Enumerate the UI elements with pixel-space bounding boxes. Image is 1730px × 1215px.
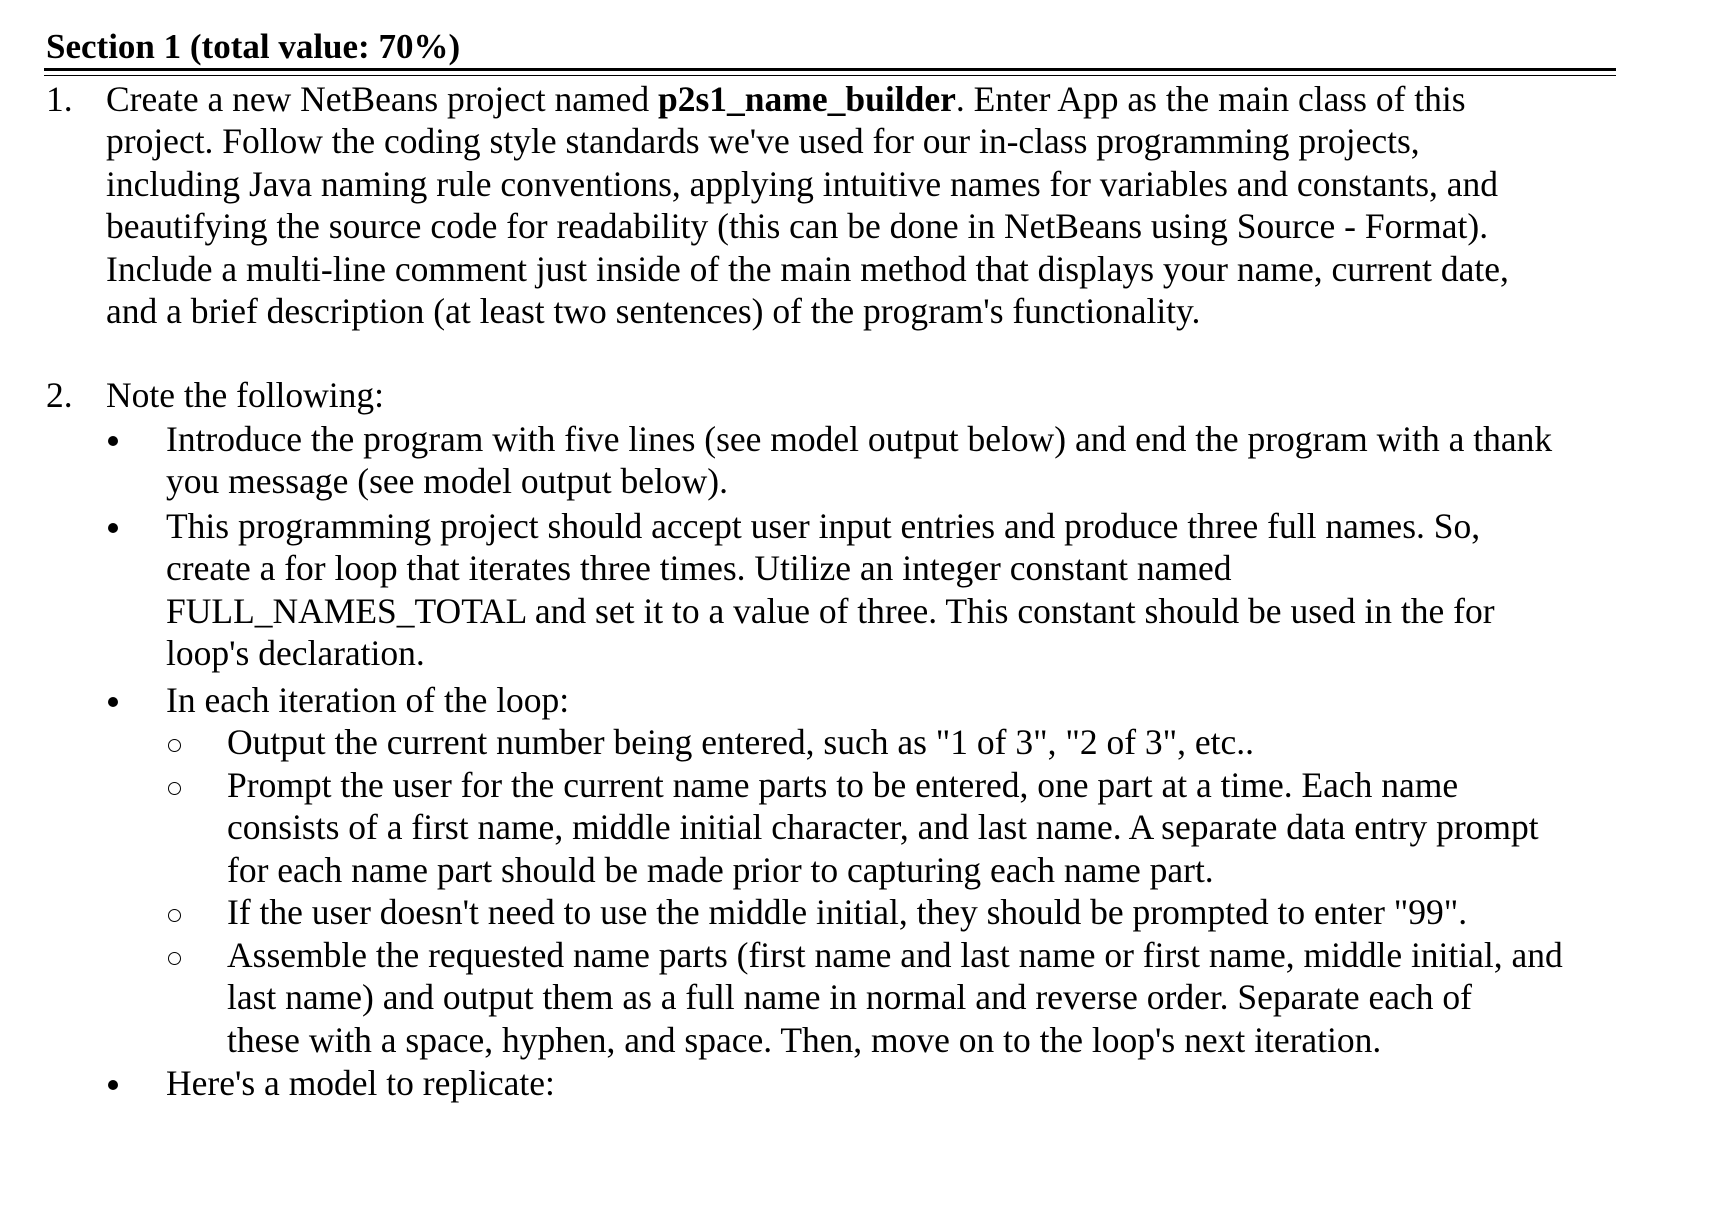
sub-bullet-4-line-1: Assemble the requested name parts (first name and last name or first name, middle initial, and (227, 935, 1563, 975)
bullet-1-line-2: you message (see model output below). (166, 461, 728, 502)
bullet-2-line-4: loop's declaration. (166, 633, 425, 674)
sub-bullet-2-line-1: Prompt the user for the current name parts to be entered, one part at a time. Each name (227, 765, 1459, 805)
sub-bullet-2-line-3: for each name part should be made prior to capturing each name part. (227, 849, 1214, 890)
project-name: p2s1_name_builder (657, 79, 956, 119)
item-2-number: 2. (46, 375, 73, 415)
item-1-line-4: beautifying the source code for readability (this can be done in NetBeans using Source - Format). (106, 206, 1489, 247)
sub-bullet-4-line-3: these with a space, hyphen, and space. Then, move on to the loop's next iteration. (227, 1019, 1382, 1060)
heading-rule-thin (44, 75, 1616, 76)
bullet-1-line-1: Introduce the program with five lines (see model output below) and end the program with a thank (166, 419, 1553, 459)
bullet-2-line-3: FULL_NAMES_TOTAL and set it to a value of three. This constant should be used in the for (166, 590, 1495, 631)
bullet-3-line-1: In each iteration of the loop: (166, 680, 570, 720)
item-1-line-1: Create a new NetBeans project named p2s1_name_builder. Enter App as the main class of this (106, 79, 1466, 119)
bullet-2-line-2: create a for loop that iterates three times. Utilize an integer constant named (166, 548, 1232, 589)
sub-bullet-circle (168, 952, 181, 965)
item-1-line-5: Include a multi-line comment just inside of the main method that displays your name, current date, (106, 248, 1509, 289)
bullet-3-text (166, 679, 569, 721)
sub-bullet-1-text (227, 721, 1254, 763)
bullet-1-text (166, 418, 1552, 503)
bullet-2-line-1: This programming project should accept user input entries and produce three full names. So, (166, 506, 1481, 546)
heading-rule-thick (44, 68, 1616, 71)
sub-bullet-4-text (227, 934, 1563, 1061)
item-2-intro: Note the following: (106, 375, 385, 415)
sub-bullet-3-line-1: If the user doesn't need to use the middle initial, they should be prompted to enter "99". (227, 892, 1468, 932)
item-1-line-2: project. Follow the coding style standards we've used for our in-class programming projects, (106, 121, 1420, 162)
bullet-dot (108, 523, 118, 533)
section-heading: Section 1 (total value: 70%) (46, 27, 461, 66)
sub-bullet-2-line-2: consists of a first name, middle initial character, and last name. A separate data entry prompt (227, 807, 1539, 848)
sub-bullet-circle (168, 739, 181, 752)
sub-bullet-3-text (227, 891, 1467, 933)
sub-bullet-2-text (227, 764, 1539, 891)
item-1-line-3: including Java naming rule conventions, applying intuitive names for variables and constants, and (106, 163, 1499, 204)
bullet-dot (108, 697, 118, 707)
sub-bullet-4-line-2: last name) and output them as a full name in normal and reverse order. Separate each of (227, 977, 1472, 1018)
bullet-dot (108, 436, 118, 446)
bullet-2-text (166, 505, 1495, 675)
item-1-text (106, 78, 1509, 332)
item-1-number: 1. (46, 79, 73, 119)
item-1-line-6: and a brief description (at least two sentences) of the program's functionality. (106, 291, 1201, 332)
sub-bullet-1-line-1: Output the current number being entered, such as "1 of 3", "2 of 3", etc.. (227, 722, 1255, 762)
bullet-dot (108, 1080, 118, 1090)
bullet-4-line-1: Here's a model to replicate: (166, 1063, 555, 1103)
sub-bullet-circle (168, 782, 181, 795)
sub-bullet-circle (168, 909, 181, 922)
bullet-4-text (166, 1062, 555, 1104)
